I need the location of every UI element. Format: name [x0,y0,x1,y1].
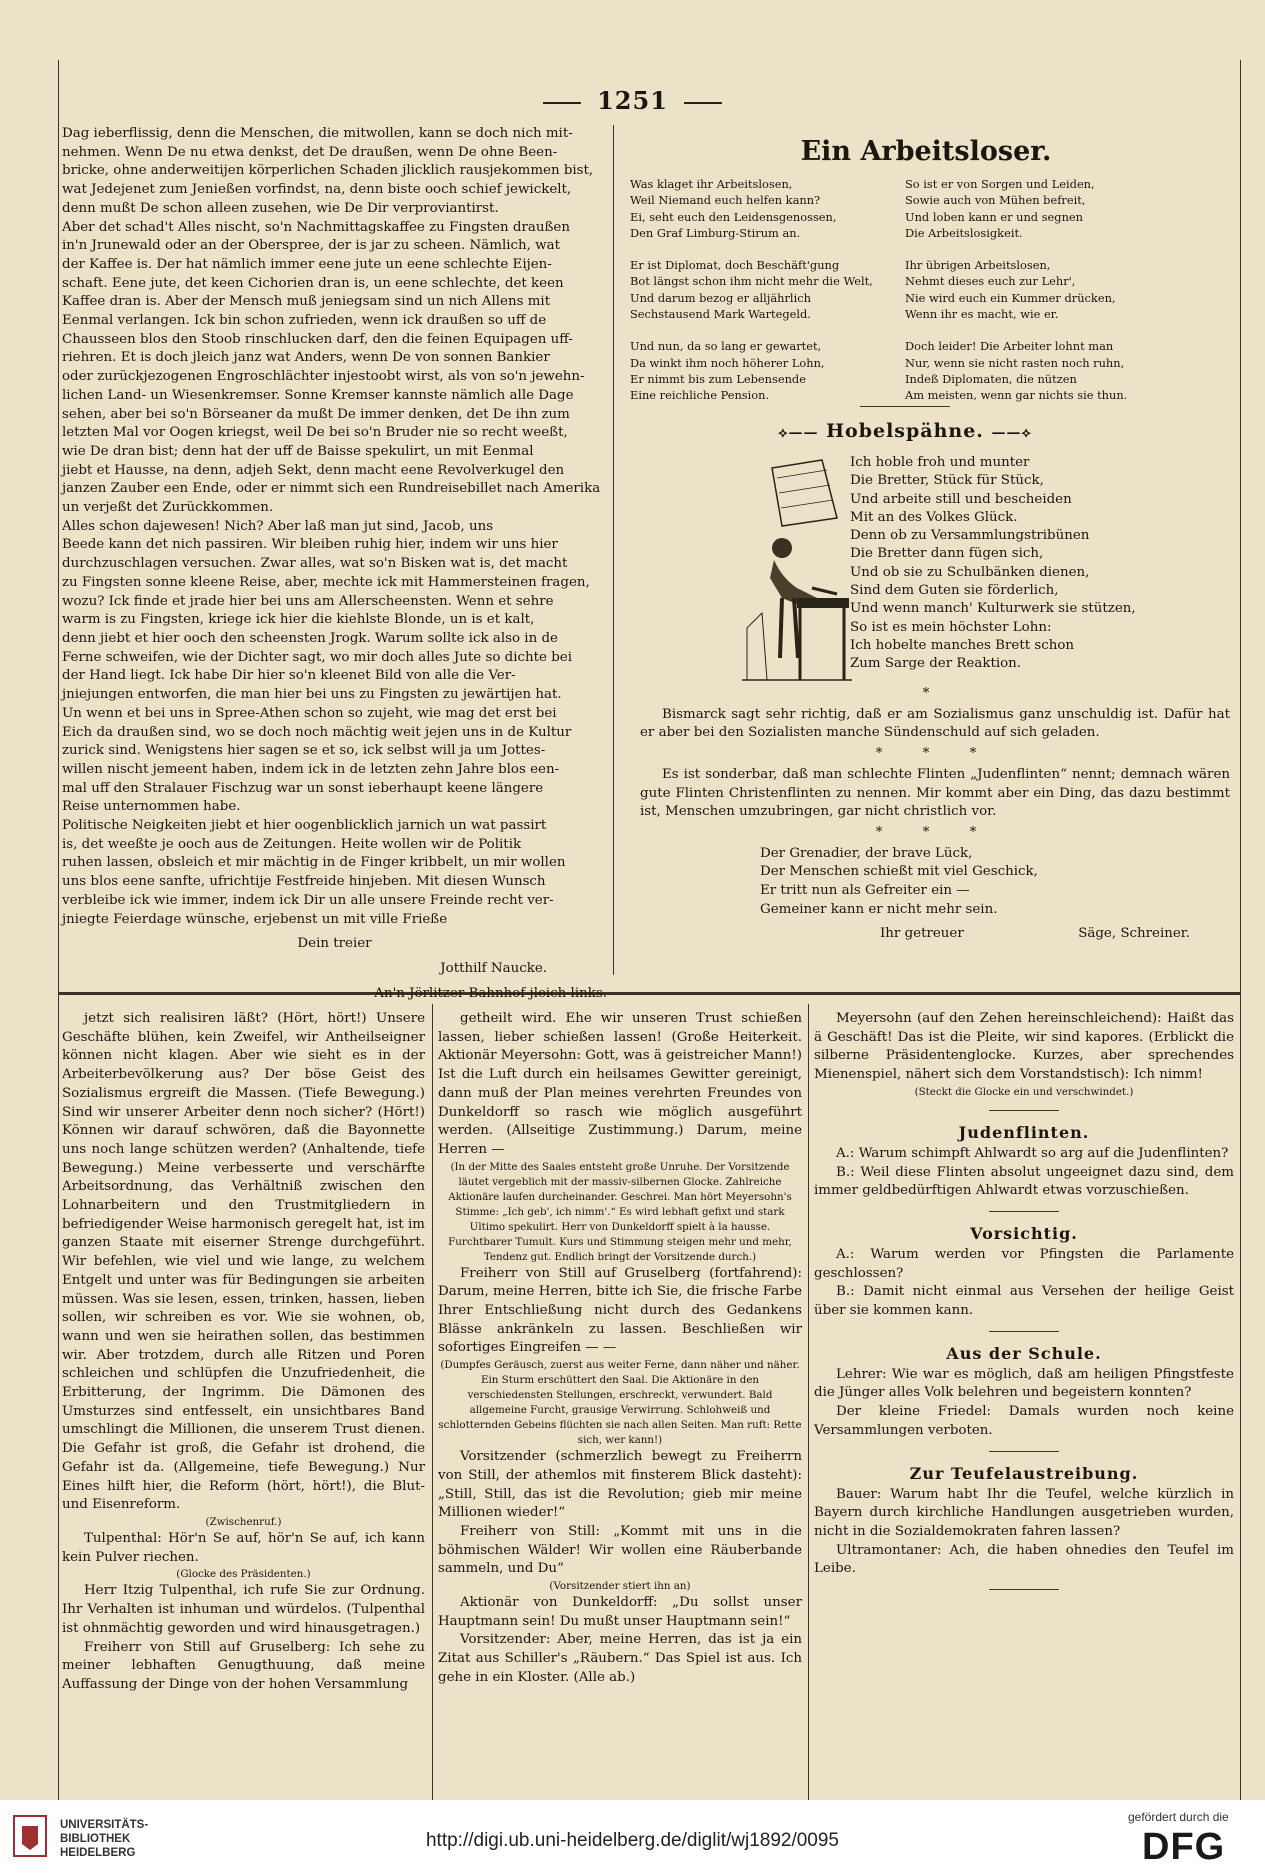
letter-line: Ferne schweifen, wie der Dichter sagt, wo mir doch alles Jute so dichte bei [62,649,572,665]
poem-line: Ihr übrigen Arbeitslosen, [905,258,1051,273]
letter-line: un verjeßt det Zurückkommen. [62,500,274,516]
letter-line: der Hand liegt. Ick habe Dir hier so'n kleenet Bild von alle die Ver- [62,668,516,684]
bottom-column-3 [814,1010,1234,1600]
poem-line: Sind dem Guten sie förderlich, [850,583,1059,599]
dialogue-line: A.: Warum werden vor Pfingsten die Parlamente geschlossen? [814,1246,1234,1281]
grenadier-verse [760,845,1230,920]
poem-line: Sowie auch von Mühen befreit, [905,193,1086,208]
poem-line: Nie wird euch ein Kummer drücken, [905,290,1116,305]
page-number: 1251 [0,86,1265,115]
poem-line: Bot längst schon ihm nicht mehr die Welt, [630,274,873,289]
letter-line: Reise unternommen habe. [62,799,241,815]
judenflinten-paragraph: Es ist sonderbar, daß man schlechte Flinten „Judenflinten“ nennt; demnach wären gute Flinten Christenflinten zu nennen. Mir kommt aber ein Ding, das dazu bestimmt ist, Menschen umzubringen, gar nicht christlich vor. [640,766,1230,820]
stanza-gap [905,322,1127,338]
letter-line: Dag ieberflissig, denn die Menschen, die mitwollen, kann se doch nich mit- [62,126,573,141]
poem-line: Er tritt nun als Gefreiter ein — [760,883,970,899]
stage-direction: (Vorsitzender stiert ihn an) [549,1580,691,1593]
poem-line: Was klaget ihr Arbeitslosen, [630,177,793,191]
letter-line: uns blos eene sanfte, ufrichtije Festfreide hinjeben. Mit diesen Wunsch [62,874,546,890]
poem-line: Sechstausend Mark Wartegeld. [630,307,811,322]
letter-line: sehen, aber bei so'n Börseaner da mußt De immer denken, det De ihn zum [62,406,570,422]
stanza-gap [630,322,873,338]
letter-line: in'n Jrunewald oder an der Oberspree, der is jar zu scheen. Nämlich, wat [62,238,560,254]
letter-line: is, det weeßte je ooch aus de Zeitungen. Heite wollen wir de Politik [62,836,522,852]
poem-arbeitsloser [622,134,1230,170]
poem-line: So ist es mein höchster Lohn: [850,619,1052,635]
letter-line: letzten Mal vor Oogen kriegst, weil De bei so'n Bruder nie so recht weeßt, [62,425,568,441]
bottom-column-1 [62,1010,425,1695]
right-margin-rule [1240,60,1241,1800]
speech-paragraph: Aktionär von Dunkeldorff: „Du sollst unser Hauptmann sein! Du mußt unser Hauptmann sein!“ [438,1595,802,1629]
poem-line: Der Grenadier, der brave Lück, [760,845,973,861]
stage-direction: (Zwischenruf.) [205,1515,282,1528]
letter-line: oder zurückjezogenen Engroschlächter injestoobt wirst, als von so'n jewehn- [62,369,585,385]
bottom-column-divider-1 [432,1004,433,1800]
poem-line: Die Bretter dann fügen sich, [850,546,1044,562]
letter-line: nehmen. Wenn De nu etwa denkst, det De draußen, wenn De ohne Been- [62,144,558,160]
poem-title: Ein Arbeitsloser. [800,136,1052,167]
letter-line: ruhen lassen, obsleich et mir mächtig in de Finger kribbelt, un mir wollen [62,855,566,871]
poem-line: Ei, seht euch den Leidensgenossen, [630,209,837,224]
dialogue-line: B.: Weil diese Flinten absolut ungeeignet dazu sind, dem immer geldbedürftigen Ahlwardt etwas vorzuschießen. [814,1164,1234,1199]
letter-line: jniejungen entworfen, die man hier bei uns zu Fingsten zu jewärtijen hat. [62,687,562,703]
section-title: Vorsichtig. [970,1223,1078,1243]
bottom-column-2 [438,1010,802,1688]
hobelspaehne-title: Hobelspähne. [826,420,984,442]
letter-line: denn mußt De schon alleen zusehen, wie De Dir verproviantirst. [62,200,499,216]
poem-line: Ich hoble froh und munter [850,455,1030,470]
poem-line: Wenn ihr es macht, wie er. [905,307,1059,322]
poem-line: Und loben kann er und segnen [905,209,1084,224]
poem-line: So ist er von Sorgen und Leiden, [905,177,1095,191]
poem-line: Und nun, da so lang er gewartet, [630,339,822,354]
top-column-divider [613,125,614,975]
poem-line: Eine reichliche Pension. [630,388,770,403]
university-name-1: UNIVERSITÄTS- [60,1819,149,1831]
letter-line: der Kaffee is. Der hat nämlich immer eene jute un eene schlechte Eijen- [62,256,552,272]
poem-line: Er ist Diplomat, doch Beschäft'gung [630,258,840,273]
letter-line: wat Jedejenet zum Jenießen vorfindst, na, denn biste ooch schief jewickelt, [62,182,572,198]
star-separator: * [922,686,948,701]
letter2-closing: Ihr getreuer [880,926,964,942]
star-separator: * * * [875,746,995,762]
letter-line: willen nischt jemeent haben, indem ick in de letzten zehn Jahre blos een- [62,761,560,777]
letter-line: Alles schon dajewesen! Nich? Aber laß man jut sind, Jacob, uns [62,518,494,534]
section-rule [989,1451,1059,1452]
letter-line: verbleibe ick wie immer, indem ick Dir un alle unsere Freinde recht ver- [62,892,554,908]
dialogue-line: Ultramontaner: Ach, die haben ohnedies den Teufel im Leibe. [814,1542,1234,1577]
letter-line: denn jiebt et hier ooch den scheensten Jrogk. Warum sollte ick also in de [62,630,558,646]
carpenter-illustration [742,448,852,688]
letter-line: warm is zu Fingsten, kriege ick hier die kiehlste Blonde, un is et kalt, [62,612,535,628]
speech-paragraph: Vorsitzender: Aber, meine Herren, das ist ja ein Zitat aus Schiller's „Räubern.“ Das Spiel ist aus. Ich gehe in ein Kloster. (Alle ab.) [438,1632,802,1685]
bismarck-paragraph: Bismarck sagt sehr richtig, daß er am Sozialismus ganz unschuldig ist. Dafür hat er aber bei den Sozialisten manche Sündenschuld auf sich geladen. [640,706,1230,741]
speech-paragraph: jetzt sich realisiren läßt? (Hört, hört!) Unsere Geschäfte blühen, kein Zweifel, wir Antheilseigner können nicht klagen. Aber wie sieht es in der Arbeiterbevölkerung aus? Der böse Geist des Sozialismus ergreift die Massen. (Tiefe Bewegung.) Sind wir unserer Arbeiter denn noch sicher? (Hört!) Können wir darauf schwören, daß die Bayonnette uns noch lange schützen werden? (Anhaltende, tiefe Bewegung.) Meine verbesserte und verschärfte Arbeitsordnung, das Verhältniß zwischen den Lohnarbeitern und den Trustmitgliedern in befriedigender Weise harmonisch geregelt hat, ist im ganzen Staate mit eiserner Strenge durchgeführt. Wir befehlen, wie viel und wie lange, zu welchem Entgelt und unter was für Bedingungen sie arbeiten müssen. Was sie lesen, essen, trinken, hassen, lieben sollen, wir schreiben es vor. Wie sie wohnen, ob, wann und wen sie heirathen sollen, das bestimmen wir. Aber trotzdem, durch alle Ritzen und Poren schleichen und schlüpfen die Unzufriedenheit, die Erbitterung, der Ingrimm. Die Dämonen des Umsturzes sind entfesselt, ein unsichtbares Band umschlingt die Millionen, die unserem Trust dienen. Die Gefahr ist groß, die Gefahr ist drohend, die Gefahr ist da. (Allgemeine, tiefe Bewegung.) Nur Eines hilft hier, die Reform (hört, hört!), die Blut- und Eisenreform. [62,1011,425,1513]
section-title: Judenflinten. [958,1122,1090,1142]
letter-line: jniegte Feierdage wünsche, erjebenst un mit ville Frieße [62,911,448,927]
letter-line: jiebt et Hausse, na denn, adjeh Sekt, denn macht eene Revolverkugel den [62,462,565,478]
letter-line: Un wenn et bei uns in Spree-Athen schon so zujeht, wie mag det erst bei [62,705,557,721]
star-separator: * * * [875,824,995,840]
university-name-2: BIBLIOTHEK [60,1833,131,1845]
letter-line: Beede kann det nich passiren. Wir bleiben ruhig hier, indem wir uns hier [62,537,558,553]
speech-paragraph: Tulpenthal: Hör'n Se auf, hör'n Se auf, ich kann kein Pulver riechen. [62,1530,425,1565]
poem-line: Und ob sie zu Schulbänken dienen, [850,564,1090,580]
dialogue-line: Bauer: Warum habt Ihr die Teufel, welche kürzlich in Bayern durch kirchliche Handlungen ausgetrieben wurden, nicht in die Sozialdemokraten fahren lassen? [814,1486,1234,1539]
letter-line: wie De dran bist; denn hat der uff de Baisse spekulirt, un mit Eenmal [62,443,534,459]
poem-line: Weil Niemand euch helfen kann? [630,193,821,208]
poem-line: Zum Sarge der Reaktion. [850,656,1022,672]
poem-left-stanzas [630,176,873,404]
poem-line: Der Menschen schießt mit viel Geschick, [760,864,1038,880]
stanza-gap [630,241,873,257]
poem-line: Da winkt ihm noch höherer Lohn, [630,355,825,370]
section-rule [989,1110,1059,1111]
poem-line: Mit an des Volkes Glück. [850,509,1018,525]
poem-end-rule [860,406,950,407]
letter-line: schaft. Eene jute, det keen Cichorien dran is, un eene schlechte, det keen [62,275,564,291]
letter-line: zurick sind. Wenigstens hier sagen se et so, ick selbst will ja um Jottes- [62,743,546,759]
poem-line: Den Graf Limburg-Stirum an. [630,225,801,240]
letter-line: Aber det schad't Alles nischt, so'n Nachmittagskaffee zu Fingsten draußen [62,219,570,235]
poem-line: Am meisten, wenn gar nichts sie thun. [905,388,1128,403]
poem-line: Denn ob zu Versammlungstribünen [850,528,1090,544]
dialogue-line: Lehrer: Wie war es möglich, daß am heiligen Pfingstfeste die Jünger alles Volk belehren und begeistern konnten? [814,1366,1234,1401]
university-name-3: HEIDELBERG [60,1847,136,1859]
letter-postscript: An'n Jörlitzer Bahnhof jleich links. [374,985,607,1001]
letter-line: Eenmal verlangen. Ick bin schon zufrieden, wenn ick draußen so uff de [62,313,547,329]
stanza-gap [905,241,1127,257]
letter-line: mal uff den Stralauer Fischzug war un sonst ieberhaupt keene längere [62,780,544,796]
letter-line: durchzuschlagen versuchen. Zwar alles, wat so'n Bisken wat is, det macht [62,556,568,572]
speech-paragraph: Vorsitzender (schmerzlich bewegt zu Freiherrn von Still, der athemlos mit finsterem Blick dasteht): „Still, Still, das ist die Revolution; gieb mir meine Millionen wieder!“ [438,1449,802,1521]
letter2-signature: Säge, Schreiner. [1078,926,1190,942]
left-margin-rule [58,60,59,1800]
poem-line: Nur, wenn sie nicht rasten noch ruhn, [905,355,1125,370]
section-title: Zur Teufelaustreibung. [909,1463,1139,1483]
funded-by-note: gefördert durch die [1128,1810,1229,1824]
poem-line: Indeß Diplomaten, die nützen [905,371,1077,386]
dialogue-line: Der kleine Friedel: Damals wurden noch keine Versammlungen verboten. [814,1404,1234,1438]
letter-column [62,125,607,1003]
poem-line: Und wenn manch' Kulturwerk sie stützen, [850,601,1136,617]
speech-paragraph: Freiherr von Still auf Gruselberg (fortfahrend): Darum, meine Herren, bitte ich Sie, die frische Farbe Ihrer Entschließung nicht durch des Gedankens Blässe ankränkeln zu lassen. Beschließen wir sofortiges Eingreifen — — [438,1265,802,1356]
bottom-column-divider-2 [808,1004,809,1800]
section-rule [989,1211,1059,1212]
letter-line: Eich da draußen sind, wo se doch noch mächtig weit jejen uns in de Kultur [62,724,572,740]
letter-signature: Jotthilf Naucke. [440,960,547,976]
poem-line: Doch leider! Die Arbeiter lohnt man [905,339,1114,354]
poem-right-stanzas [905,176,1127,404]
letter-line: zu Fingsten sonne kleene Reise, aber, mechte ick mit Hammersteinen fragen, [62,574,590,590]
poem-line: Die Arbeitslosigkeit. [905,225,1023,240]
section-rule [989,1331,1059,1332]
letter-line: Politische Neigkeiten jiebt et hier oogenblicklich jarnich un wat passirt [62,818,547,834]
stage-direction: (Dumpfes Geräusch, zuerst aus weiter Ferne, dann näher und näher. Ein Sturm erschüttert den Saal. Die Aktionäre in den verschiedensten Stellungen, erschreckt, verwundert. Bald allgemeine Furcht, grausige Verwirrung. Schlohweiß und schlotternden Gebeins flüchten sie nach allen Seiten. Man ruft: Rette sich, wer kann!) [438,1359,802,1447]
poem-line: Und darum bezog er alljährlich [630,290,811,305]
poem-line: Er nimmt bis zum Lebensende [630,371,806,386]
stage-direction: (In der Mitte des Saales entsteht große Unruhe. Der Vorsitzende läutet vergeblich mit der massiv-silbernen Glocke. Zahlreiche Aktionäre laufen durcheinander. Geschrei. Man hört Meyersohn's Stimme: „Ich geb', ich nimm'.“ Es wird lebhaft gefixt und stark Ultimo spekulirt. Herr von Dunkeldorff spielt à la hausse. Furchtbarer Tumult. Kurs und Stimmung steigen mehr und mehr, Tendenz gut. Endlich bringt der Vorsitzende durch.) [448,1160,792,1263]
speech-paragraph: Freiherr von Still: „Kommt mit uns in die böhmischen Wälder! Wir wollen eine Räuberbande sammeln, und Du“ [438,1523,802,1577]
letter-line: janzen Zauber een Ende, oder er nimmt sich een Rundreisebillet nach Amerika [62,481,601,497]
poem-line: Gemeiner kann er nicht mehr sein. [760,901,998,917]
stage-direction: (Steckt die Glocke ein und verschwindet.) [914,1085,1134,1098]
hobelspaehne-heading: ⟡—— Hobelspähne. ——⟡ [778,420,1032,442]
letter-closing: Dein treier [297,936,372,952]
meyersohn-paragraph: Meyersohn (auf den Zehen hereinschleichend): Haißt das ä Geschäft! Das ist die Pleite, wir sind kapores. (Erblickt die silberne Präsidentenglocke. Kurzes, aber sprechendes Mienenspiel, nähert sich dem Vorstandstisch): Ich nimm! [814,1011,1234,1083]
letter-line: wozu? Ick finde et jrade hier bei uns am Allerscheensten. Wenn et sehre [62,593,554,609]
poem-line: Nehmt dieses euch zur Lehr', [905,274,1076,289]
digitization-footer [0,1800,1265,1874]
hobelspaehne-verse [850,454,1136,674]
letter-line: Kaffee dran is. Aber der Mensch muß jeniegsam sind un nich Allens mit [62,294,551,310]
dialogue-line: B.: Damit nicht einmal aus Versehen der heilige Geist über sie kommen kann. [814,1284,1234,1319]
poem-line: Die Bretter, Stück für Stück, [850,473,1044,489]
dfg-logo: DFG [1142,1826,1226,1868]
section-rule [989,1589,1059,1590]
speech-paragraph: Herr Itzig Tulpenthal, ich rufe Sie zur Ordnung. Ihr Verhalten ist inhuman und würdelos. (Tulpenthal ist ohnmächtig geworden und wird hinausgetragen.) [62,1583,425,1636]
dialogue-line: A.: Warum schimpft Ahlwardt so arg auf die Judenflinten? [836,1145,1229,1161]
speech-paragraph: getheilt wird. Ehe wir unseren Trust schießen lassen, lieber schießen lassen! (Große Heiterkeit. Aktionär Meyersohn: Gott, was ä geistreicher Mann!) Ist die Luft durch ein heilsames Gewitter gereinigt, dann muß der Plan meines verehrten Freundes von Dunkeldorff so rasch wie möglich ausgeführt werden. (Allseitige Zustimmung.) Darum, meine Herren — [438,1011,802,1157]
permalink-url[interactable]: http://digi.ub.uni-heidelberg.de/diglit/wj1892/0095 [425,1830,840,1851]
section-title: Aus der Schule. [946,1343,1102,1363]
hobelspaehne-notes [640,683,1230,947]
letter-line: Chausseen blos den Stoob rinschlucken darf, den die feinen Equipagen uff- [62,331,573,347]
letter-line: riehren. Et is doch jleich janz wat Anders, wenn De von sonnen Bankier [62,350,550,366]
letter-line: lichen Land- un Wiesenkremser. Sonne Kremser kannste nämlich alle Dage [62,387,574,403]
letter-line: bricke, ohne anderweitijen körperlichen Schaden jlicklich rausjekommen bist, [62,163,594,179]
poem-line: Ich hobelte manches Brett schon [850,637,1075,653]
speech-paragraph: Freiherr von Still auf Gruselberg: Ich sehe zu meiner lebhaften Genugthuung, daß meine Auffassung der Dinge von der hohen Versammlung [62,1639,425,1692]
poem-line: Und arbeite still und bescheiden [850,491,1072,507]
stage-direction: (Glocke des Präsidenten.) [176,1568,311,1581]
